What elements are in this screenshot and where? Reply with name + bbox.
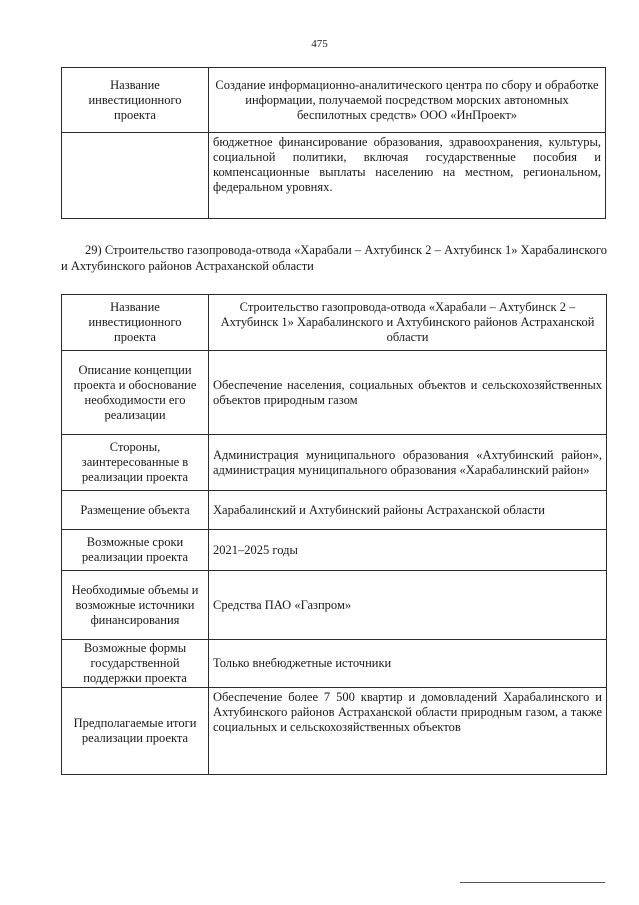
row-label-project-name xyxy=(62,68,209,133)
cell-text: Возможные формы государственной поддержки проекта xyxy=(83,641,187,685)
cell-text: Средства ПАО «Газпром» xyxy=(213,597,352,612)
row-label xyxy=(62,571,209,640)
row-label xyxy=(62,295,209,351)
cell-text: Размещение объекта xyxy=(80,502,190,517)
cell-text: Харабалинский и Ахтубинский районы Астраханской области xyxy=(213,502,545,517)
cell-text: Необходимые объемы и возможные источники финансирования xyxy=(71,582,199,627)
table-row xyxy=(62,295,607,351)
table-project-passport xyxy=(61,294,607,775)
table-row xyxy=(62,68,606,133)
cell-text: Стороны, заинтересованные в реализации проекта xyxy=(81,440,189,484)
page-number: 475 xyxy=(311,38,328,50)
cell-text: Предполагаемые итоги реализации проекта xyxy=(73,716,197,745)
cell-text: Администрация муниципального образования «Ахтубинский район», администрация муниципального образования «Харабалинский район» xyxy=(213,447,602,477)
table-row xyxy=(62,571,607,640)
row-label xyxy=(62,491,209,530)
cell-text: Название инвестиционного проекта xyxy=(88,77,182,122)
row-value xyxy=(209,295,607,351)
row-label xyxy=(62,530,209,571)
table-row xyxy=(62,491,607,530)
cell-text: Обеспечение более 7 500 квартир и домовладений Харабалинского и Ахтубинского районов Астраханской области природным газом, а также социальных и сельскохозяйственных объектов xyxy=(213,690,602,734)
cell-text: Возможные сроки реализации проекта xyxy=(81,535,189,564)
row-value-project-name xyxy=(209,68,606,133)
row-label xyxy=(62,640,209,688)
table-row xyxy=(62,640,607,688)
cell-text: Обеспечение населения, социальных объектов и сельскохозяйственных объектов природным газом xyxy=(213,377,602,407)
row-label xyxy=(62,688,209,775)
section-heading xyxy=(61,242,607,274)
row-value xyxy=(209,571,607,640)
cell-text: Название инвестиционного проекта xyxy=(88,300,182,344)
row-value xyxy=(209,530,607,571)
row-value-continuation xyxy=(209,133,606,219)
table-row xyxy=(62,351,607,435)
cell-text: Строительство газопровода-отвода «Харабали – Ахтубинск 2 – Ахтубинск 1» Харабалинского и Ахтубинского районов Астраханской области xyxy=(220,300,595,344)
row-value xyxy=(209,491,607,530)
row-value xyxy=(209,688,607,775)
cell-text: Создание информационно-аналитического центра по сбору и обработке информации, получаемой посредством морских автономных беспилотных средств» ООО «ИнПроект» xyxy=(215,77,599,122)
row-label xyxy=(62,351,209,435)
row-value xyxy=(209,640,607,688)
table-project-continuation xyxy=(61,67,606,219)
empty-cell xyxy=(62,133,209,219)
table-row xyxy=(62,530,607,571)
cell-text: 2021–2025 годы xyxy=(213,542,298,557)
row-value xyxy=(209,435,607,491)
cell-text: Только внебюджетные источники xyxy=(213,656,392,670)
cell-text: Описание концепции проекта и обоснование необходимости его реализации xyxy=(73,362,197,422)
table-row xyxy=(62,688,607,775)
footer-rule xyxy=(460,882,605,883)
table-row xyxy=(62,435,607,491)
row-label xyxy=(62,435,209,491)
heading-text: 29) Строительство газопровода-отвода «Харабали – Ахтубинск 2 – Ахтубинск 1» Харабалинского и Ахтубинского районов Астраханской области xyxy=(61,243,607,273)
table-row xyxy=(62,133,606,219)
row-value xyxy=(209,351,607,435)
cell-text: бюджетное финансирование образования, здравоохранения, культуры, социальной политики, включая государственные пособия и компенсационные выплаты населению на местном, региональном, федеральном уровнях. xyxy=(213,135,601,194)
